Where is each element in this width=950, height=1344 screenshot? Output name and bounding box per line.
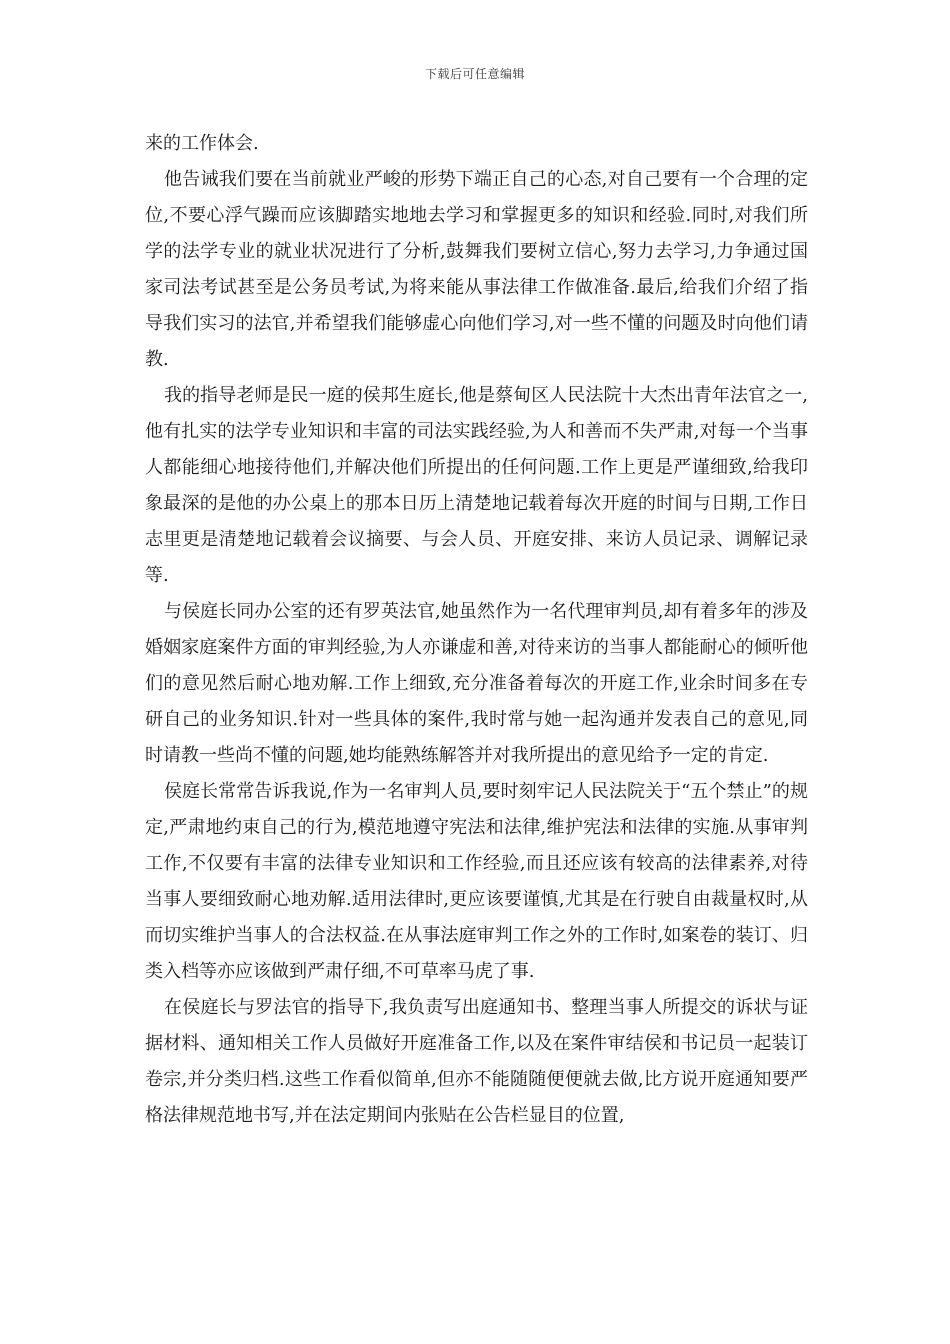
paragraph-continuation: 来的工作体会. (145, 133, 259, 154)
document-body (145, 126, 808, 1134)
paragraph-mentor: 我的指导老师是民一庭的侯邦生庭长,他是蔡甸区人民法院十大杰出青年法官之一,他有扎实的法学专业知识和丰富的司法实践经验,为人和善而不失严肃,对每一个当事人都能细心地接待他们,并解决他们所提出的任何问题.工作上更是严谨细致,给我印象最深的是他的办公桌上的那本日历上清楚地记载着每次开庭的时间与日期,工作日志里更是清楚地记载着会议摘要、与会人员、开庭安排、来访人员记录、调解记录等. (145, 385, 808, 586)
page-header: 下载后可任意编辑 (424, 67, 525, 81)
paragraph-duties: 在侯庭长与罗法官的指导下,我负责写出庭通知书、整理当事人所提交的诉状与证据材料、通知相关工作人员做好开庭准备工作,以及在案件审结侯和书记员一起装订卷宗,并分类归档.这些工作看似简单,但亦不能随随便便就去做,比方说开庭通知要严格法律规范地书写,并在法定期间内张贴在公告栏显目的位置, (145, 997, 808, 1126)
paragraph-advice: 他告诫我们要在当前就业严峻的形势下端正自己的心态,对自己要有一个合理的定位,不要心浮气躁而应该脚踏实地地去学习和掌握更多的知识和经验.同时,对我们所学的法学专业的就业状况进行了分析,鼓舞我们要树立信心,努力去学习,力争通过国家司法考试甚至是公务员考试,为将来能从事法律工作做准备.最后,给我们介绍了指导我们实习的法官,并希望我们能够虚心向他们学习,对一些不懂的问题及时向他们请教. (145, 169, 808, 370)
paragraph-colleague: 与侯庭长同办公室的还有罗英法官,她虽然作为一名代理审判员,却有着多年的涉及婚姻家庭案件方面的审判经验,为人亦谦虚和善,对待来访的当事人都能耐心的倾听他们的意见然后耐心地劝解.工作上细致,充分准备着每次的开庭工作,业余时间多在专研自己的业务知识.针对一些具体的案件,我时常与她一起沟通并发表自己的意见,同时请教一些尚不懂的问题,她均能熟练解答并对我所提出的意见给予一定的肯定. (145, 601, 808, 766)
paragraph-guidance: 侯庭长常常告诉我说,作为一名审判人员,要时刻牢记人民法院关于“五个禁止”的规定,严肃地约束自己的行为,模范地遵守宪法和法律,维护宪法和法律的实施.从事审判工作,不仅要有丰富的法律专业知识和工作经验,而且还应该有较高的法律素养,对待当事人要细致耐心地劝解.适用法律时,更应该要谨慎,尤其是在行驶自由裁量权时,从而切实维护当事人的合法权益.在从事法庭审判工作之外的工作时,如案卷的装订、归类入档等亦应该做到严肃仔细,不可草率马虎了事. (145, 781, 808, 982)
